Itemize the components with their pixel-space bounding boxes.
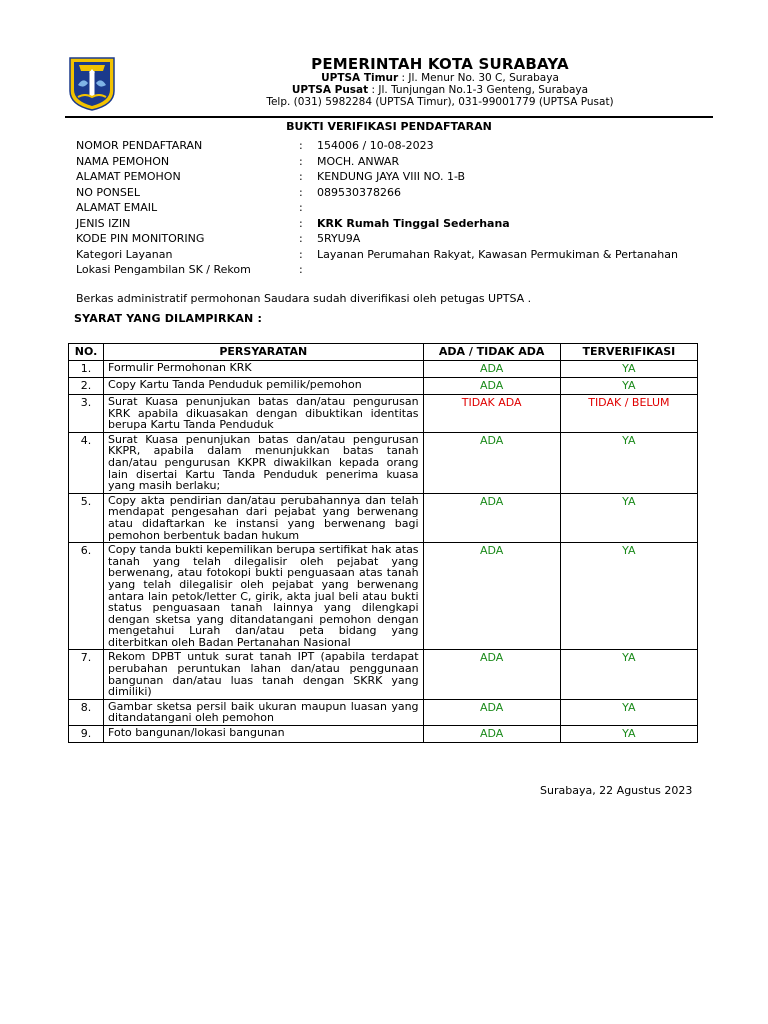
info-label: Lokasi Pengambilan SK / Rekom — [76, 263, 251, 276]
info-row-nama — [76, 154, 716, 170]
row-number: 9. — [69, 726, 104, 743]
requirement-text: Copy Kartu Tanda Penduduk pemilik/pemohon — [104, 378, 424, 395]
info-colon: : — [299, 170, 303, 183]
requirement-text: Rekom DPBT untuk surat tanah IPT (apabila terdapat perubahan peruntukan lahan dan/atau penggunaan bangunan dan/atau luas tanah dengan SKRK yang dimiliki) — [104, 650, 424, 699]
info-colon: : — [299, 216, 303, 230]
info-value: Layanan Perumahan Rakyat, Kawasan Permukiman & Pertanahan — [317, 247, 678, 261]
info-label: NO PONSEL — [76, 185, 140, 199]
info-row-kode-pin — [76, 231, 716, 247]
availability-status: ADA — [423, 726, 560, 743]
info-row-kategori — [76, 247, 716, 263]
document-title: BUKTI VERIFIKASI PENDAFTARAN — [286, 120, 492, 133]
col-header-ada: ADA / TIDAK ADA — [423, 344, 560, 361]
info-value: 089530378266 — [317, 185, 401, 199]
requirement-text: Surat Kuasa penunjukan batas dan/atau pengurusan KRK apabila dikuasakan dengan dibuktikan identitas berupa Kartu Tanda Penduduk — [104, 395, 424, 433]
info-value: KRK Rumah Tinggal Sederhana — [317, 216, 510, 230]
availability-status: TIDAK ADA — [423, 395, 560, 433]
verification-note: Berkas administratif permohonan Saudara sudah diverifikasi oleh petugas UPTSA . — [76, 292, 532, 305]
availability-status: ADA — [423, 543, 560, 650]
organization-name: PEMERINTAH KOTA SURABAYA — [311, 55, 569, 73]
verification-status: TIDAK / BELUM — [560, 395, 697, 433]
requirement-text: Copy akta pendirian dan/atau perubahannya dan telah mendapat pengesahan dari pejabat yang berwenang atau didaftarkan ke instansi yang berwenang bagi pemohon berbentuk badan hukum — [104, 493, 424, 542]
row-number: 6. — [69, 543, 104, 650]
availability-status: ADA — [423, 699, 560, 725]
info-value: MOCH. ANWAR — [317, 154, 400, 168]
row-number: 4. — [69, 432, 104, 493]
info-label: NOMOR PENDAFTARAN — [76, 139, 203, 152]
office-name-pusat: UPTSA Pusat — [291, 84, 369, 96]
info-colon: : — [299, 232, 303, 245]
availability-status: ADA — [423, 650, 560, 699]
col-header-persyaratan: PERSYARATAN — [104, 344, 424, 361]
table-row — [69, 726, 698, 743]
requirement-text: Formulir Permohonan KRK — [104, 361, 424, 378]
table-row — [69, 543, 698, 650]
table-row — [69, 378, 698, 395]
info-row-jenis-izin — [76, 216, 716, 232]
verification-status: YA — [560, 543, 697, 650]
info-colon: : — [299, 247, 303, 261]
info-label: JENIS IZIN — [76, 216, 131, 230]
signature-date: Surabaya, 22 Agustus 2023 — [540, 784, 693, 797]
row-number: 1. — [69, 361, 104, 378]
address-pusat: : Jl. Tunjungan No.1-3 Genteng, Surabaya — [368, 84, 589, 96]
verification-status: YA — [560, 493, 697, 542]
info-colon: : — [299, 154, 303, 168]
address-line-timur — [170, 72, 710, 84]
requirement-text: Gambar sketsa persil baik ukuran maupun luasan yang ditandatangani oleh pemohon — [104, 699, 424, 725]
availability-status: ADA — [423, 432, 560, 493]
availability-status: ADA — [423, 378, 560, 395]
row-number: 8. — [69, 699, 104, 725]
phone-line: Telp. (031) 5982284 (UPTSA Timur), 031-99001779 (UPTSA Pusat) — [266, 96, 614, 108]
row-number: 5. — [69, 493, 104, 542]
info-row-alamat — [76, 169, 716, 185]
col-header-terverifikasi: TERVERIFIKASI — [560, 344, 697, 361]
table-row — [69, 432, 698, 493]
requirements-table — [68, 343, 698, 743]
info-label: ALAMAT PEMOHON — [76, 170, 181, 183]
table-row — [69, 699, 698, 725]
col-header-no: NO. — [69, 344, 104, 361]
verification-status: YA — [560, 361, 697, 378]
row-number: 7. — [69, 650, 104, 699]
table-row — [69, 361, 698, 378]
info-value: 154006 / 10-08-2023 — [317, 139, 434, 152]
verification-status: YA — [560, 378, 697, 395]
info-row-lokasi — [76, 262, 716, 278]
row-number: 3. — [69, 395, 104, 433]
requirement-text: Surat Kuasa penunjukan batas dan/atau pengurusan KKPR, apabila dalam menunjukkan batas tanah dan/atau pengurusan KKPR diwakilkan kepada orang lain disertai Kartu Tanda Penduduk penerima kuasa yang masih berlaku; — [104, 432, 424, 493]
info-colon: : — [299, 139, 303, 152]
table-row — [69, 395, 698, 433]
office-name-timur: UPTSA Timur — [321, 72, 399, 84]
info-label: KODE PIN MONITORING — [76, 232, 205, 245]
availability-status: ADA — [423, 361, 560, 378]
requirement-text: Foto bangunan/lokasi bangunan — [104, 726, 424, 743]
surabaya-city-emblem-icon — [66, 55, 118, 111]
availability-status: ADA — [423, 493, 560, 542]
address-line-pusat — [170, 84, 710, 96]
info-colon: : — [299, 185, 303, 199]
info-row-ponsel — [76, 185, 716, 201]
requirements-heading: SYARAT YANG DILAMPIRKAN : — [74, 312, 263, 325]
info-label: ALAMAT EMAIL — [76, 201, 158, 214]
verification-status: YA — [560, 699, 697, 725]
row-number: 2. — [69, 378, 104, 395]
table-row — [69, 493, 698, 542]
info-colon: : — [299, 201, 303, 214]
info-label: NAMA PEMOHON — [76, 154, 170, 168]
verification-status: YA — [560, 432, 697, 493]
table-header-row — [69, 344, 698, 361]
verification-status: YA — [560, 726, 697, 743]
header-divider — [65, 116, 713, 118]
address-timur: : Jl. Menur No. 30 C, Surabaya — [398, 72, 559, 84]
info-value: KENDUNG JAYA VIII NO. 1-B — [317, 170, 466, 183]
registration-info — [76, 138, 716, 278]
verification-status: YA — [560, 650, 697, 699]
info-row-nomor — [76, 138, 716, 154]
table-row — [69, 650, 698, 699]
info-label: Kategori Layanan — [76, 247, 173, 261]
info-colon: : — [299, 263, 303, 276]
requirement-text: Copy tanda bukti kepemilikan berupa sertifikat hak atas tanah yang telah dilegalisir oleh pejabat yang berwenang, atau fotokopi bukti penguasaan atas tanah yang telah dilegalisir oleh pejabat yang berwenang antara lain petok/letter C, girik, akta jual beli atau bukti status penguasaan tanah lainnya yang dilengkapi dengan sketsa yang ditandatangani pemohon dengan mengetahui Lurah dan/atau peta bidang yang diterbitkan oleh Badan Pertanahan Nasional — [104, 543, 424, 650]
info-row-email — [76, 200, 716, 216]
info-value: 5RYU9A — [317, 232, 361, 245]
